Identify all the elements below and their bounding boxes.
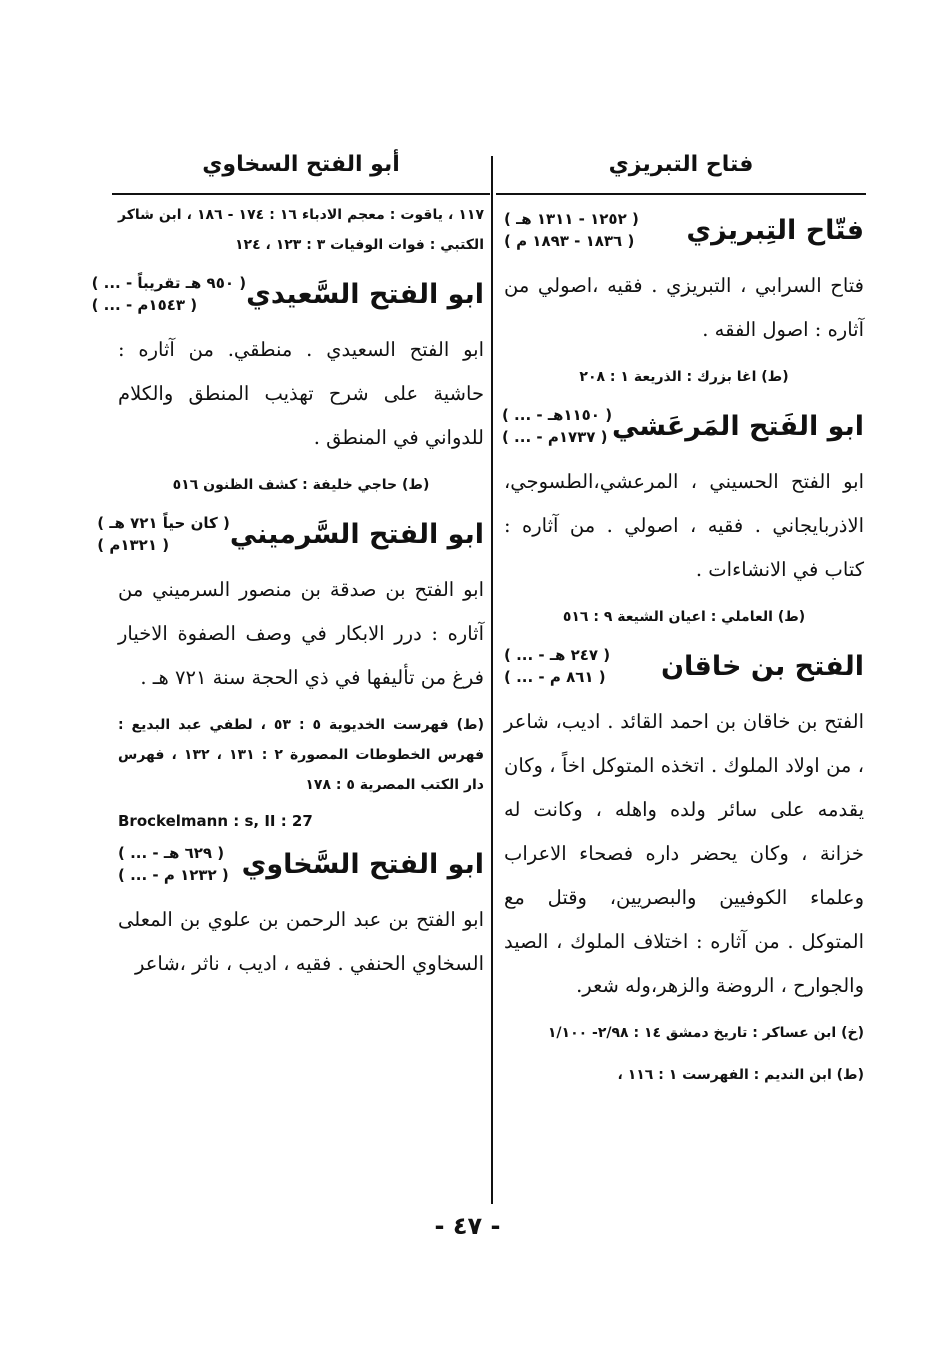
entry-reference: (ط) حاجي خليفة : كشف الظنون ٥١٦ [172, 477, 430, 493]
entry-body: ابو الفتح بن عبد الرحمن بن علوي بن المعلى السخاوي الحنفي . فقيه ، اديب ، ناثر ،شاعر [118, 908, 484, 975]
entry-name: ابو الفَتح المَرعَشي [612, 410, 864, 442]
entry-reference: (خ) ابن عساكر : تاريخ دمشق ١٤ : ٢/٩٨- ١/١٠٠ [547, 1025, 864, 1041]
entry-reference: (ط) ابن النديم : الفهرست ١ : ١١٦ ، [617, 1067, 864, 1083]
right-column [501, 200, 864, 1102]
entry-dates [97, 512, 230, 556]
dates-gregorian: ( ١٣٢١م ) [97, 536, 170, 554]
entry-heading [504, 208, 864, 252]
dates-gregorian: ( ... - ٨٦١ م ) [504, 668, 606, 686]
dates-gregorian: ( ١٨٣٦ - ١٨٩٣ م ) [504, 232, 635, 250]
entry-name: الفتح بن خاقان [660, 650, 864, 682]
running-header-right: فتاح التبريزي [608, 152, 754, 177]
entry-body: فتاح السرابي ، التبريزي . فقيه ،اصولي من آثاره : اصول الفقه . [504, 274, 864, 341]
dates-hijri: ( ١٢٥٢ - ١٣١١ هـ ) [504, 210, 639, 228]
entry-body: ابو الفتح الحسيني ، المرعشي،الطسوجي، الاذربايجاني . فقيه ، اصولي . من آثاره : كتاب في الانشاءات . [504, 470, 864, 581]
entry-heading [97, 512, 484, 556]
entry-dates [504, 644, 610, 688]
entry-dates [92, 272, 247, 316]
entry-reference: (ط) اغا بزرك : الذريعة ١ : ٢٠٨ [579, 369, 789, 385]
entry-body: ابو الفتح السعيدي . منطقي. من آثاره : حاشية على شرح تهذيب المنطق والكلام للدواني في المنطق . [118, 338, 484, 449]
dates-hijri: ( ... - ٦٢٩ هـ ) [118, 844, 225, 862]
page-number: - ٤٧ - [434, 1212, 501, 1240]
latin-reference: Brockelmann : s, II : 27 [118, 812, 313, 830]
entry-dates [118, 842, 229, 886]
header-rule-right [496, 193, 866, 195]
entry-name: ابو الفتح السَّرميني [229, 518, 484, 550]
dates-gregorian: ( ... - ١٥٤٣م ) [91, 296, 198, 314]
dates-gregorian: ( ... - ١٢٣٢ م ) [118, 866, 229, 884]
entry-heading [118, 842, 484, 886]
entry-body: الفتح بن خاقان بن احمد القائد . اديب، شاعر ، من اولاد الملوك . اتخذه المتوكل اخاً ، وكان يقدمه على سائر ولده واهله ، وكانت له خزانة ، وكان يحضر داره فصحاء الاعراب وعلماء الكوفيين والبصريين، وقتل مع المتوكل . من آثاره : اختلاف الملوك ، الصيد والجوارح ، الروضة والزهر،وله شعر. [504, 710, 864, 997]
running-header-left: أبو الفتح السخاوي [202, 152, 400, 177]
entry-heading [91, 272, 484, 316]
dates-hijri: ( ... - ٩٥٠ هـ تقريباً ) [91, 274, 247, 292]
dates-hijri: ( كان حياً ٧٢١ هـ ) [97, 514, 230, 532]
entry-name: فتّاح التِبريزي [686, 214, 864, 246]
dates-hijri: ( ... - ١١٥٠هـ ) [501, 406, 613, 424]
entry-name: ابو الفتح السَّخاوي [241, 848, 484, 880]
dates-hijri: ( ... - ٢٤٧ هـ ) [504, 646, 611, 664]
entry-reference: (ط) العاملي : اعيان الشيعة ٩ : ٥١٦ [562, 609, 806, 625]
entry-heading [504, 644, 864, 688]
column-divider [491, 156, 493, 1204]
dates-gregorian: ( ... - ١٧٣٧م ) [501, 428, 608, 446]
continued-reference: ١١٧ ، ياقوت : معجم الادباء ١٦ : ١٧٤ - ١٨٦ ، ابن شاكر الكتبي : فوات الوفيات ٣ : ١٢٣ ، ١٢٤ [118, 207, 485, 253]
entry-name: ابو الفتح السَّعيدي [246, 278, 484, 310]
entry-reference: (ط) فهرست الخديوية ٥ : ٥٣ ، لطفي عبد البديع : فهرس الخطوطات المصورة ٢ : ١٣١ ، ١٣٢ ، فهرس دار الكتب المصرية ٥ : ١٧٨ [118, 717, 485, 793]
header-rule-left [112, 193, 490, 195]
entry-body: ابو الفتح بن صدقة بن منصور السرميني من آثاره : درر الابكار في وصف الصفوة الاخيار فرغ من تأليفها في ذي الحجة سنة ٧٢١ هـ . [118, 578, 484, 689]
entry-heading [501, 404, 864, 448]
left-column [91, 200, 485, 996]
entry-dates [504, 208, 639, 252]
entry-dates [502, 404, 612, 448]
